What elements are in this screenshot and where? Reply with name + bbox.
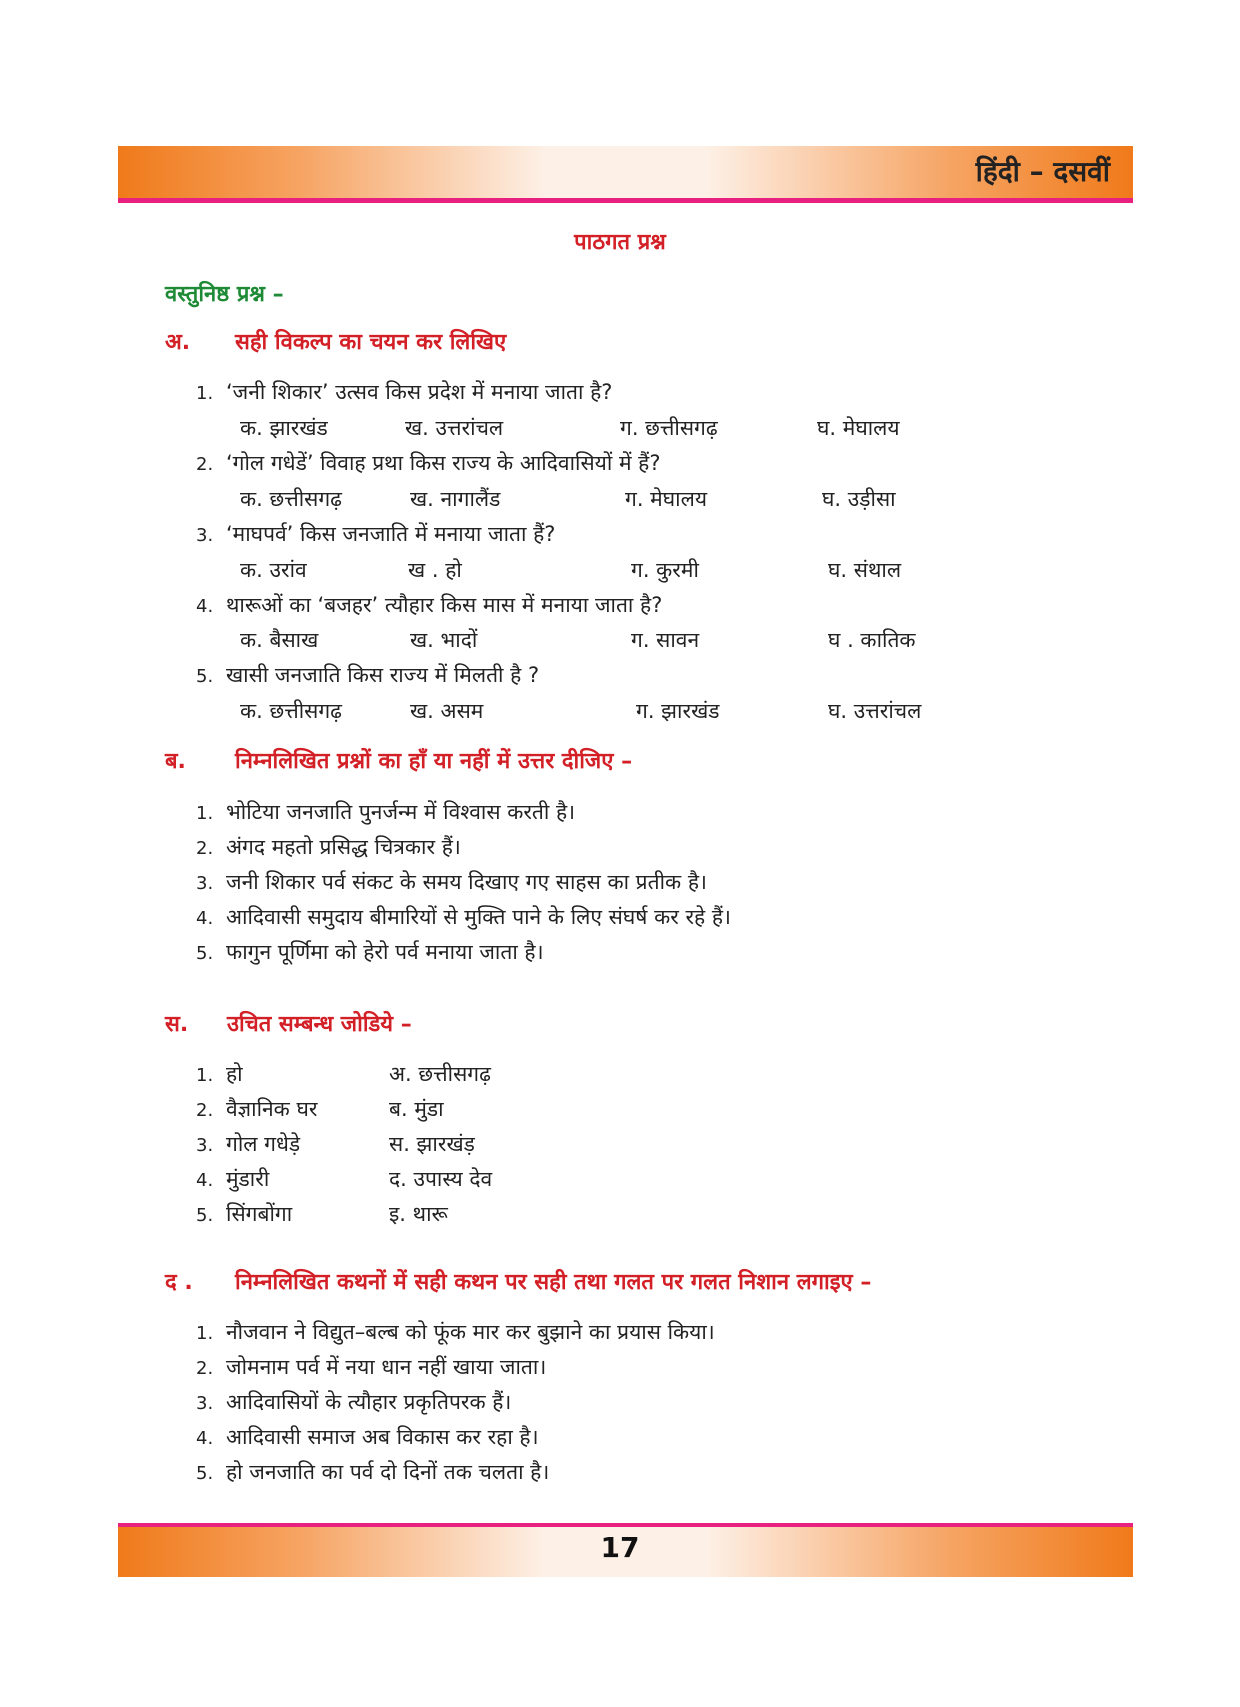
option: घ. उड़ीसा xyxy=(822,487,896,511)
page-heading: पाठगत प्रश्न xyxy=(574,230,666,255)
option: घ . कातिक xyxy=(828,628,916,652)
list-item: 1. भोटिया जनजाति पुनर्जन्म में विश्वास करती है। xyxy=(196,800,576,824)
question-a4: 4. थारूओं का ‘बजहर’ त्यौहार किस मास में मनाया जाता है? xyxy=(196,593,663,617)
option: क. छत्तीसगढ़ xyxy=(240,699,342,723)
list-item: 1. नौजवान ने विद्युत–बल्ब को फूंक मार कर बुझाने का प्रयास किया। xyxy=(196,1320,715,1344)
list-item: 4. आदिवासी समुदाय बीमारियों से मुक्ति पाने के लिए संघर्ष कर रहे हैं। xyxy=(196,905,731,929)
list-item: 5. हो जनजाति का पर्व दो दिनों तक चलता है। xyxy=(196,1460,550,1484)
option: ग. मेघालय xyxy=(625,487,707,511)
option: ख. भादों xyxy=(410,628,478,652)
match-row: 4. मुंडारी द. उपास्य देव xyxy=(196,1167,493,1191)
option: घ. संथाल xyxy=(828,558,902,582)
option: ग. सावन xyxy=(631,628,700,652)
section-c-heading xyxy=(165,1008,412,1038)
option: ख. उत्तरांचल xyxy=(405,416,504,440)
question-a3: 3. ‘माघपर्व’ किस जनजाति में मनाया जाता हैं? xyxy=(196,522,556,546)
question-a5: 5. खासी जनजाति किस राज्य में मिलती है ? xyxy=(196,663,540,687)
list-item: 5. फागुन पूर्णिमा को हेरो पर्व मनाया जाता है। xyxy=(196,940,544,964)
section-a-title: सही विकल्प का चयन कर लिखिए xyxy=(235,330,507,355)
list-item: 2. जोमनाम पर्व में नया धान नहीं खाया जाता। xyxy=(196,1355,547,1379)
list-item: 3. आदिवासियों के त्यौहार प्रकृतिपरक हैं। xyxy=(196,1390,512,1414)
option: ग. झारखंड xyxy=(636,699,720,723)
match-row: 5. सिंगबोंगा इ. थारू xyxy=(196,1202,448,1226)
section-c-title: उचित सम्बन्ध जोडिये – xyxy=(227,1012,412,1037)
option: ख. असम xyxy=(410,699,484,723)
option: क. उरांव xyxy=(240,558,307,582)
option: ख. नागालैंड xyxy=(410,487,501,511)
option: क. बैसाख xyxy=(240,628,319,652)
match-row: 3. गोल गधेड़े स. झारखंड़ xyxy=(196,1132,475,1156)
list-item: 4. आदिवासी समाज अब विकास कर रहा है। xyxy=(196,1425,539,1449)
question-a2: 2. ‘गोल गधेडें’ विवाह प्रथा किस राज्य के आदिवासियों में हैं? xyxy=(196,451,661,475)
section-d-heading xyxy=(165,1266,871,1296)
section-b-title: निम्नलिखित प्रश्नों का हाँ या नहीं में उत्तर दीजिए – xyxy=(235,749,633,774)
list-item: 3. जनी शिकार पर्व संकट के समय दिखाए गए साहस का प्रतीक है। xyxy=(196,870,707,894)
header-title: हिंदी – दसवीं xyxy=(975,155,1110,188)
section-d-title: निम्नलिखित कथनों में सही कथन पर सही तथा गलत पर गलत निशान लगाइए – xyxy=(235,1270,872,1295)
page-number: 17 xyxy=(600,1531,640,1564)
match-row: 1. हो अ. छत्तीसगढ़ xyxy=(196,1062,491,1086)
option: ग. छत्तीसगढ़ xyxy=(620,416,718,440)
option: घ. उत्तरांचल xyxy=(828,699,922,723)
section-d-label: द . xyxy=(165,1270,193,1295)
section-a-heading xyxy=(165,326,506,356)
option: ग. कुरमी xyxy=(631,558,699,582)
option: ख . हो xyxy=(408,558,462,582)
section-a-label: अ. xyxy=(165,330,191,355)
section-b-heading xyxy=(165,745,632,775)
question-a1: 1. ‘जनी शिकार’ उत्सव किस प्रदेश में मनाया जाता है? xyxy=(196,380,613,404)
option: घ. मेघालय xyxy=(817,416,900,440)
option: क. झारखंड xyxy=(240,416,328,440)
header-rule xyxy=(118,198,1133,203)
match-row: 2. वैज्ञानिक घर ब. मुंडा xyxy=(196,1097,444,1121)
option: क. छत्तीसगढ़ xyxy=(240,487,342,511)
list-item: 2. अंगद महतो प्रसिद्ध चित्रकार हैं। xyxy=(196,835,461,859)
section-b-label: ब. xyxy=(165,749,186,774)
subheading: वस्तुनिष्ठ प्रश्न – xyxy=(165,282,284,307)
section-c-label: स. xyxy=(165,1012,189,1037)
